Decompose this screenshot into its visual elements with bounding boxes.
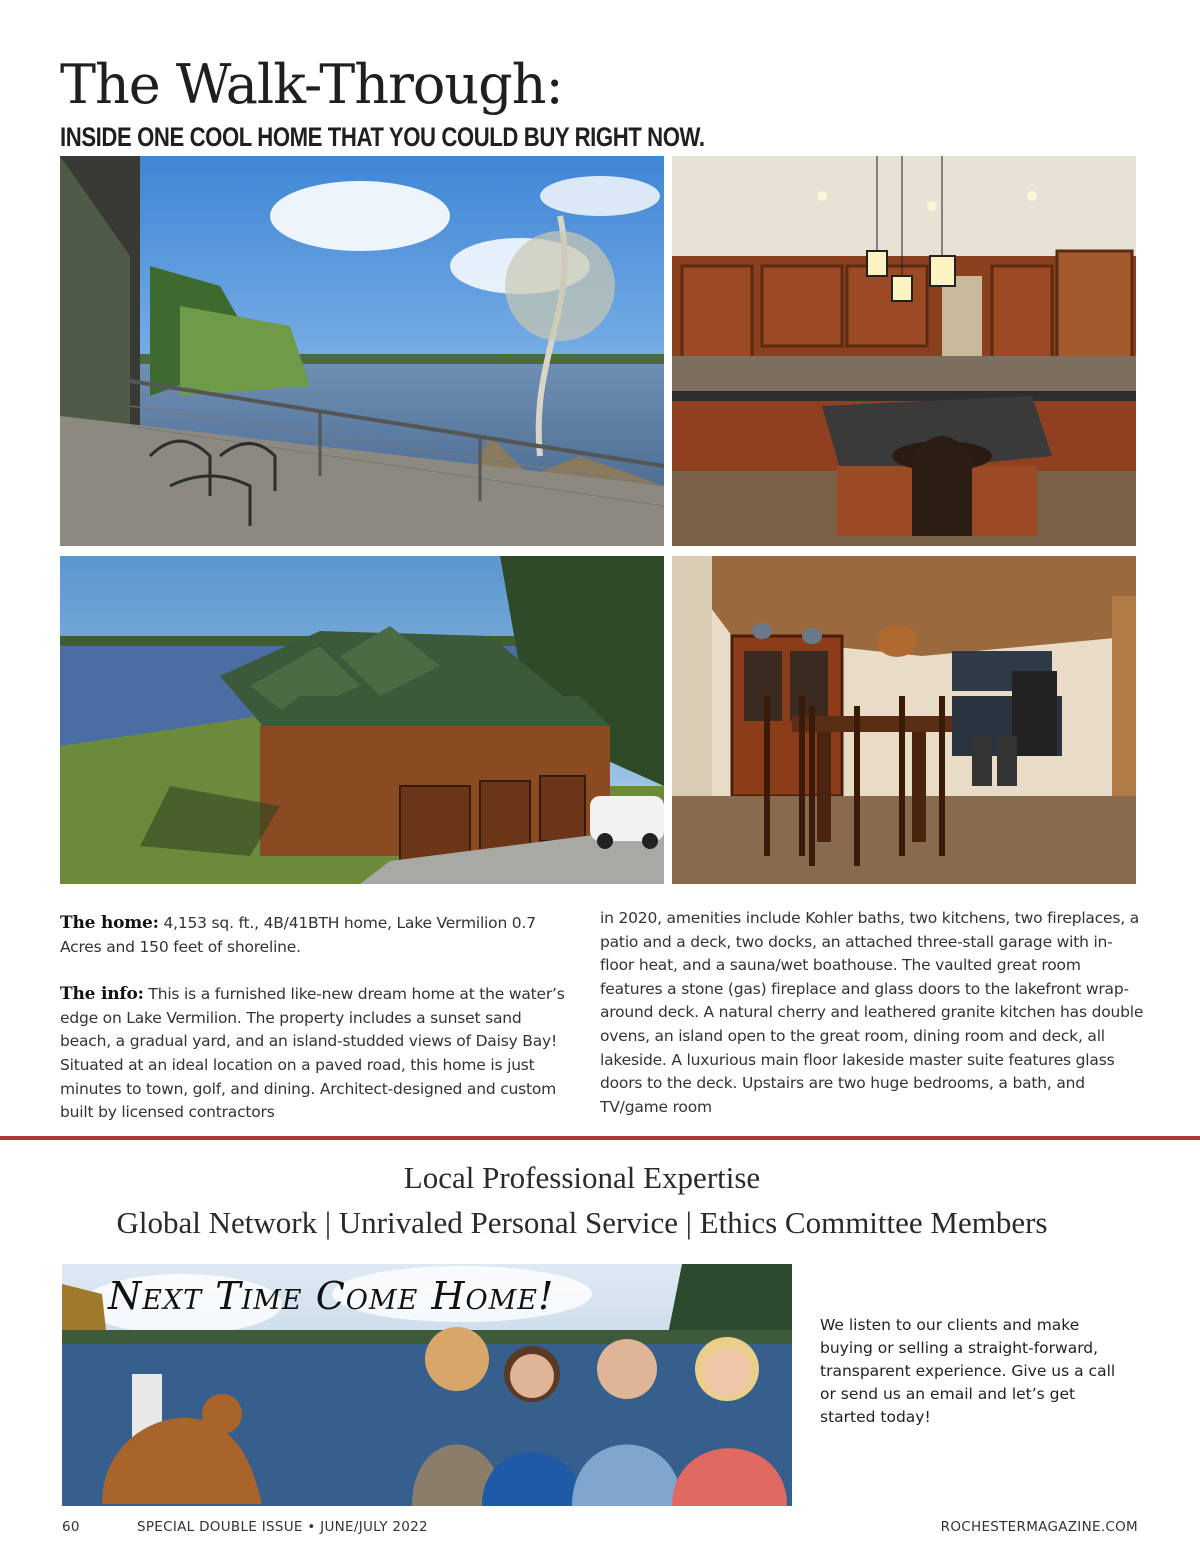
kitchen-photo <box>672 156 1136 546</box>
ad-headline: Local Professional Expertise <box>403 1160 761 1195</box>
continued-paragraph: in 2020, amenities include Kohler baths, two kitchens, two fireplaces, a patio and a deck, two docks, an attached three-stall garage with in-floor heat, and a sauna/wet boathouse. The vaulted great room features a stone (gas) fireplace and glass doors to the lakefront wrap-around deck. A natural cherry and leathered granite kitchen has double ovens, an island open to the great room, dining room and deck, all lakeside. A luxurious main floor lakeside master suite features glass doors to the deck. Upstairs are two huge bedrooms, a bath, and TV/game room <box>600 909 1144 1116</box>
agent-banner-image <box>62 1264 792 1506</box>
info-paragraph <box>60 983 570 1125</box>
page-subtitle: INSIDE ONE COOL HOME THAT YOU COULD BUY RIGHT NOW. <box>60 122 705 152</box>
section-divider <box>0 1136 1200 1140</box>
issue-label: SPECIAL DOUBLE ISSUE • JUNE/JULY 2022 <box>137 1519 428 1535</box>
home-label: The home: <box>60 913 159 933</box>
article-left-column <box>60 912 570 1125</box>
info-label: The info: <box>60 984 144 1005</box>
lake-deck-photo <box>60 156 664 546</box>
banner-title: Next Time Come Home! <box>108 1274 555 1318</box>
info-text: This is a furnished like-new dream home at the water’s edge on Lake Vermilion. The property includes a sunset sand beach, a gradual yard, and an island-studded views of Daisy Bay! Situated at an ideal location on a paved road, this home is just minutes to town, golf, and dining. Architect-designed and custom built by licensed contractors <box>60 985 565 1122</box>
home-text: 4,153 sq. ft., 4B/41BTH home, Lake Vermilion 0.7 Acres and 150 feet of shoreline. <box>60 914 536 956</box>
ad-copy: We listen to our clients and make buying or selling a straight-forward, transparent experience. Give us a call or send us an email and let’s get started today! <box>820 1316 1116 1426</box>
page-number: 60 <box>62 1519 80 1535</box>
dining-room-photo <box>672 556 1136 884</box>
home-paragraph <box>60 912 570 959</box>
page-title: The Walk-Through: <box>60 53 563 116</box>
ad-tagline: Global Network | Unrivaled Personal Service | Ethics Committee Members <box>116 1205 1048 1240</box>
article-right-column <box>600 907 1145 1119</box>
house-exterior-photo <box>60 556 664 884</box>
site-url[interactable]: ROCHESTERMAGAZINE.COM <box>940 1519 1138 1535</box>
